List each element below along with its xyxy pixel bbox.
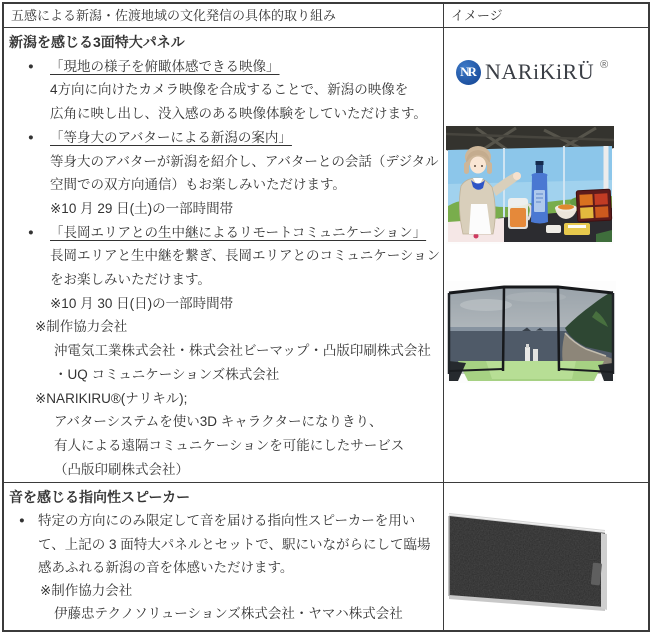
text-line	[4, 533, 443, 556]
text-span: （凸版印刷株式会社）	[54, 461, 189, 477]
text-span: 空間での双方向通信）もお楽しみいただけます。	[50, 177, 346, 193]
sea-panel-photo	[446, 281, 616, 383]
narikiru-logo	[456, 59, 608, 85]
text-line	[4, 315, 443, 339]
text-line	[4, 556, 443, 579]
text-line	[4, 268, 443, 292]
text-line	[4, 602, 443, 625]
header-right-text: イメージ	[451, 8, 503, 23]
registered-trademark-icon: ®	[600, 59, 609, 71]
text-line	[4, 78, 443, 102]
initiatives-table	[2, 2, 650, 632]
text-span: 等身大のアバターが新潟を紹介し、アバターとの会話（デジタル	[50, 153, 439, 169]
avatar-panel-photo	[446, 124, 614, 244]
table-header-right	[444, 4, 648, 28]
section-panel-image-cell	[444, 28, 648, 483]
text-line	[4, 579, 443, 602]
text-line	[4, 221, 443, 245]
text-span: ・UQ コミュニケーションズ株式会社	[54, 366, 280, 382]
text-line	[4, 509, 443, 532]
text-line	[4, 363, 443, 387]
text-span: 有人による遠隔コミュニケーションを可能にしたサービス	[54, 437, 405, 453]
text-line	[4, 197, 443, 221]
narikiru-wordmark: NARiKiRÜ	[485, 59, 595, 84]
text-span: 「現地の様子を俯瞰体感できる映像」	[50, 58, 280, 74]
bullet-icon: ●	[19, 515, 25, 527]
text-span: 広角に映し出し、没入感のある映像体験をしていただけます。	[50, 106, 427, 122]
section-speaker-image-cell	[444, 483, 648, 630]
text-span: ※制作協力会社	[35, 319, 128, 335]
section-speaker-text-cell	[4, 483, 444, 630]
text-span: 「長岡エリアとの生中継によるリモートコミュニケーション」	[50, 224, 427, 240]
text-line	[4, 55, 443, 79]
text-line	[4, 339, 443, 363]
text-span: ※制作協力会社	[40, 583, 133, 599]
text-line	[4, 150, 443, 174]
text-line	[4, 292, 443, 316]
section-title: 音を感じる指向性スピーカー	[9, 489, 191, 505]
bullet-icon: ●	[28, 226, 34, 238]
text-line	[4, 126, 443, 150]
text-line	[4, 434, 443, 458]
section-title: 新潟を感じる3面特大パネル	[9, 34, 185, 50]
table-header-left	[4, 4, 444, 28]
text-span: ※NARIKIRU®(ナリキル);	[35, 390, 188, 406]
directional-speaker-photo	[447, 503, 610, 615]
text-span: 伊藤忠テクノソリューションズ株式会社・ヤマハ株式会社	[54, 606, 403, 622]
text-span: ※10 月 29 日(土)の一部時間帯	[50, 200, 234, 216]
text-span: をお楽しみいただけます。	[50, 272, 211, 288]
narikiru-monogram-icon: NR	[456, 60, 481, 85]
text-line	[4, 102, 443, 126]
text-span: 感あふれる新潟の音を体感いただけます。	[38, 559, 294, 575]
text-line	[4, 458, 443, 482]
text-span: 沖電気工業株式会社・株式会社ビーマップ・凸版印刷株式会社	[54, 343, 431, 359]
text-span: て、上記の 3 面特大パネルとセットで、駅にいながらにして臨場	[38, 536, 431, 552]
text-line	[4, 244, 443, 268]
text-line	[4, 387, 443, 411]
section-panel-text-cell	[4, 28, 444, 483]
text-span: 長岡エリアと生中継を繋ぎ、長岡エリアとのコミュニケーション	[50, 248, 441, 264]
text-line	[4, 173, 443, 197]
text-span: 「等身大のアバターによる新潟の案内」	[50, 129, 292, 145]
text-span: 4方向に向けたカメラ映像を合成することで、新潟の映像を	[50, 82, 409, 98]
text-span: アバターシステムを使い3D キャラクターになりきり、	[54, 414, 383, 430]
text-line	[4, 410, 443, 434]
bullet-icon: ●	[28, 60, 34, 72]
text-span: 特定の方向にのみ限定して音を届ける指向性スピーカーを用い	[38, 513, 416, 529]
bullet-icon: ●	[28, 131, 34, 143]
header-left-text: 五感による新潟・佐渡地域の文化発信の具体的取り組み	[11, 8, 337, 23]
text-span: ※10 月 30 日(日)の一部時間帯	[50, 295, 234, 311]
